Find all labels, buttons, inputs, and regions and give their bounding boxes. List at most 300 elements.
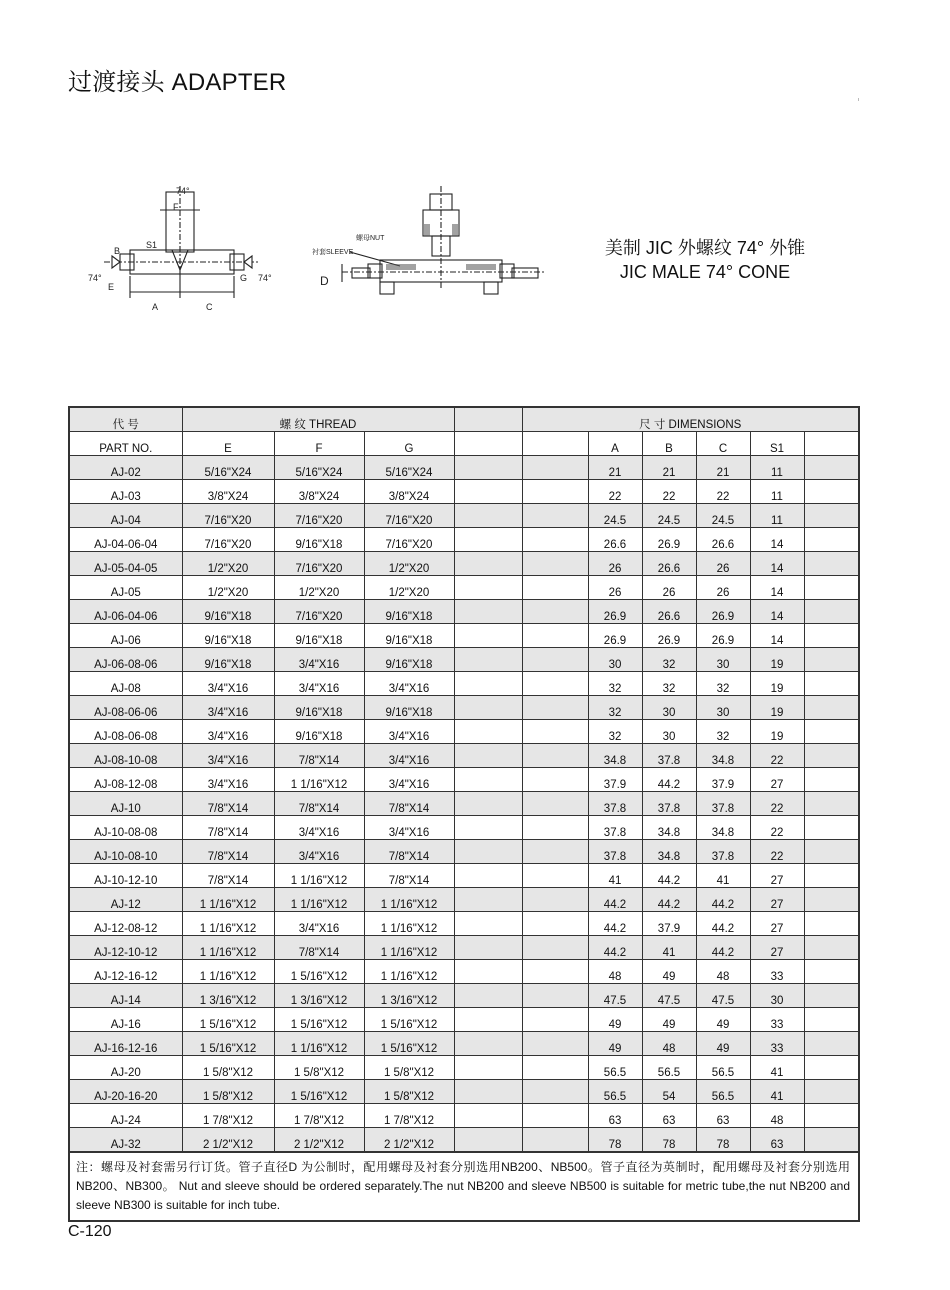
header-f: F (274, 432, 364, 456)
cell-blank (454, 744, 522, 768)
cell-e: 9/16"X18 (182, 600, 274, 624)
cell-blank (522, 816, 588, 840)
cell-blank (522, 1128, 588, 1152)
label-f: F (173, 202, 179, 212)
cell-blank (804, 1104, 858, 1128)
cell-s1: 33 (750, 1008, 804, 1032)
cell-s1: 19 (750, 648, 804, 672)
cell-s1: 41 (750, 1080, 804, 1104)
subtitle-en: JIC MALE 74° CONE (619, 262, 791, 282)
cell-blank (522, 984, 588, 1008)
cell-a: 26 (588, 552, 642, 576)
cell-blank (454, 456, 522, 480)
cell-f: 9/16"X18 (274, 720, 364, 744)
cell-b: 56.5 (642, 1056, 696, 1080)
cell-a: 47.5 (588, 984, 642, 1008)
cell-f: 1 5/16"X12 (274, 960, 364, 984)
cell-g: 7/8"X14 (364, 864, 454, 888)
table-row (70, 504, 858, 528)
cell-g: 1/2"X20 (364, 552, 454, 576)
label-angle-right: 74° (258, 273, 272, 283)
header-a: A (588, 432, 642, 456)
cell-f: 2 1/2"X12 (274, 1128, 364, 1152)
cell-s1: 48 (750, 1104, 804, 1128)
table-row (70, 1080, 858, 1104)
cell-blank (522, 552, 588, 576)
cell-blank (522, 960, 588, 984)
cell-blank (804, 504, 858, 528)
table-row (70, 1128, 858, 1152)
cell-blank (454, 480, 522, 504)
cell-s1: 14 (750, 624, 804, 648)
cell-a: 37.8 (588, 792, 642, 816)
cell-s1: 22 (750, 840, 804, 864)
table-row (70, 936, 858, 960)
cell-a: 34.8 (588, 744, 642, 768)
cell-blank (454, 672, 522, 696)
cell-part-no: AJ-12-16-12 (70, 960, 182, 984)
cell-blank (522, 456, 588, 480)
cell-blank (804, 1056, 858, 1080)
cell-part-no: AJ-02 (70, 456, 182, 480)
header-c: C (696, 432, 750, 456)
cell-f: 1 1/16"X12 (274, 768, 364, 792)
cell-blank (522, 888, 588, 912)
cell-e: 9/16"X18 (182, 624, 274, 648)
cell-b: 47.5 (642, 984, 696, 1008)
table-row (70, 864, 858, 888)
label-a: A (152, 302, 159, 312)
cell-b: 44.2 (642, 864, 696, 888)
table-row (70, 1104, 858, 1128)
cell-a: 32 (588, 696, 642, 720)
cell-f: 3/4"X16 (274, 672, 364, 696)
cell-f: 7/16"X20 (274, 600, 364, 624)
cell-g: 2 1/2"X12 (364, 1128, 454, 1152)
technical-drawing (80, 180, 560, 320)
cell-b: 34.8 (642, 816, 696, 840)
cell-e: 3/4"X16 (182, 696, 274, 720)
cell-e: 3/4"X16 (182, 744, 274, 768)
table-row (70, 552, 858, 576)
cell-blank (804, 576, 858, 600)
cell-part-no: AJ-10-08-10 (70, 840, 182, 864)
cell-g: 3/8"X24 (364, 480, 454, 504)
cell-s1: 14 (750, 600, 804, 624)
header-b: B (642, 432, 696, 456)
cell-g: 7/8"X14 (364, 792, 454, 816)
cell-g: 9/16"X18 (364, 696, 454, 720)
cell-blank (804, 912, 858, 936)
cell-part-no: AJ-14 (70, 984, 182, 1008)
cell-part-no: AJ-06-04-06 (70, 600, 182, 624)
cell-blank (804, 840, 858, 864)
cell-e: 3/8"X24 (182, 480, 274, 504)
cell-f: 1/2"X20 (274, 576, 364, 600)
table-row (70, 600, 858, 624)
cell-blank (454, 792, 522, 816)
cell-blank (454, 1104, 522, 1128)
cell-blank (522, 1104, 588, 1128)
cell-a: 32 (588, 720, 642, 744)
cell-blank (804, 648, 858, 672)
cell-part-no: AJ-20 (70, 1056, 182, 1080)
cell-s1: 30 (750, 984, 804, 1008)
cell-f: 7/16"X20 (274, 504, 364, 528)
header-thread: 螺 纹 THREAD (182, 408, 454, 432)
cell-e: 1/2"X20 (182, 576, 274, 600)
cell-b: 26.9 (642, 624, 696, 648)
cell-b: 37.8 (642, 744, 696, 768)
cell-f: 1 5/8"X12 (274, 1056, 364, 1080)
cell-c: 34.8 (696, 744, 750, 768)
cell-c: 48 (696, 960, 750, 984)
cell-g: 1 1/16"X12 (364, 912, 454, 936)
cell-e: 1 3/16"X12 (182, 984, 274, 1008)
cell-blank (454, 720, 522, 744)
cell-blank (804, 600, 858, 624)
cell-part-no: AJ-05 (70, 576, 182, 600)
cell-blank (804, 720, 858, 744)
cell-blank (522, 696, 588, 720)
cell-f: 1 7/8"X12 (274, 1104, 364, 1128)
cell-a: 48 (588, 960, 642, 984)
cell-blank (522, 504, 588, 528)
cell-c: 26.6 (696, 528, 750, 552)
subheader-row (70, 432, 858, 456)
cell-c: 49 (696, 1008, 750, 1032)
cell-s1: 27 (750, 864, 804, 888)
cell-c: 37.8 (696, 792, 750, 816)
header-s1: S1 (750, 432, 804, 456)
cell-e: 9/16"X18 (182, 648, 274, 672)
cell-blank (522, 648, 588, 672)
cell-blank (804, 624, 858, 648)
cell-blank (804, 816, 858, 840)
table-row (70, 456, 858, 480)
cell-part-no: AJ-12-08-12 (70, 912, 182, 936)
header-blank (454, 408, 522, 432)
cell-f: 7/8"X14 (274, 744, 364, 768)
cell-e: 3/4"X16 (182, 768, 274, 792)
cell-b: 21 (642, 456, 696, 480)
cell-blank (454, 552, 522, 576)
cell-c: 26.9 (696, 624, 750, 648)
cell-blank (804, 456, 858, 480)
cell-a: 32 (588, 672, 642, 696)
cell-e: 5/16"X24 (182, 456, 274, 480)
cell-f: 3/4"X16 (274, 840, 364, 864)
cell-b: 26.6 (642, 600, 696, 624)
label-b: B (114, 246, 121, 256)
cell-s1: 33 (750, 1032, 804, 1056)
cell-e: 1 5/16"X12 (182, 1008, 274, 1032)
cell-blank (454, 528, 522, 552)
cell-f: 3/4"X16 (274, 648, 364, 672)
cell-b: 48 (642, 1032, 696, 1056)
cell-f: 3/4"X16 (274, 912, 364, 936)
cell-a: 49 (588, 1008, 642, 1032)
cell-blank (804, 936, 858, 960)
cell-b: 26.6 (642, 552, 696, 576)
cell-blank (522, 864, 588, 888)
cell-f: 7/8"X14 (274, 792, 364, 816)
cell-g: 1 5/8"X12 (364, 1080, 454, 1104)
cell-s1: 14 (750, 576, 804, 600)
cell-b: 44.2 (642, 768, 696, 792)
cell-f: 3/4"X16 (274, 816, 364, 840)
cell-a: 26.9 (588, 624, 642, 648)
cell-e: 1 5/8"X12 (182, 1056, 274, 1080)
cell-part-no: AJ-10 (70, 792, 182, 816)
cell-e: 1/2"X20 (182, 552, 274, 576)
cell-blank (454, 1008, 522, 1032)
cell-e: 1 5/16"X12 (182, 1032, 274, 1056)
cell-c: 44.2 (696, 936, 750, 960)
cell-c: 21 (696, 456, 750, 480)
cell-g: 3/4"X16 (364, 672, 454, 696)
cell-f: 1 1/16"X12 (274, 888, 364, 912)
cell-blank (454, 624, 522, 648)
cell-a: 44.2 (588, 912, 642, 936)
cell-a: 21 (588, 456, 642, 480)
label-d: D (320, 274, 329, 288)
cell-blank (454, 960, 522, 984)
cell-blank (522, 768, 588, 792)
cell-blank (454, 840, 522, 864)
cell-part-no: AJ-08-06-06 (70, 696, 182, 720)
cell-s1: 27 (750, 912, 804, 936)
cell-g: 9/16"X18 (364, 648, 454, 672)
cell-blank (804, 768, 858, 792)
cell-c: 78 (696, 1128, 750, 1152)
cell-f: 1 1/16"X12 (274, 1032, 364, 1056)
cell-a: 30 (588, 648, 642, 672)
table-row (70, 696, 858, 720)
cell-blank (804, 1032, 858, 1056)
table-row (70, 768, 858, 792)
cell-part-no: AJ-04-06-04 (70, 528, 182, 552)
order-note: 注：螺母及衬套需另行订货。管子直径D 为公制时，配用螺母及衬套分别选用NB200、NB500。管子直径为英制时，配用螺母及衬套分别选用NB200、NB300。 Nut and sleeve should be ordered separately.The nut NB200 and sleeve NB500 is suitable for metric tube,the nut NB200 and sleeve NB300 is suitable for inch tube. (70, 1152, 858, 1220)
label-e: E (108, 282, 115, 292)
cell-e: 1 1/16"X12 (182, 912, 274, 936)
cell-f: 7/16"X20 (274, 552, 364, 576)
cell-s1: 11 (750, 504, 804, 528)
cell-c: 32 (696, 720, 750, 744)
cell-part-no: AJ-06-08-06 (70, 648, 182, 672)
cell-part-no: AJ-03 (70, 480, 182, 504)
cell-e: 7/8"X14 (182, 792, 274, 816)
table-row (70, 1056, 858, 1080)
cell-part-no: AJ-12-10-12 (70, 936, 182, 960)
cell-a: 22 (588, 480, 642, 504)
cell-e: 7/16"X20 (182, 528, 274, 552)
cell-part-no: AJ-16-12-16 (70, 1032, 182, 1056)
cell-e: 7/8"X14 (182, 864, 274, 888)
cell-c: 26.9 (696, 600, 750, 624)
cell-c: 44.2 (696, 912, 750, 936)
cell-part-no: AJ-16 (70, 1008, 182, 1032)
cell-s1: 27 (750, 768, 804, 792)
cell-blank (522, 744, 588, 768)
label-angle-top: 74° (176, 186, 190, 196)
cell-part-no: AJ-08-06-08 (70, 720, 182, 744)
table-row (70, 672, 858, 696)
cell-blank (804, 960, 858, 984)
cell-g: 3/4"X16 (364, 768, 454, 792)
header-blank (522, 432, 588, 456)
cell-b: 78 (642, 1128, 696, 1152)
cell-g: 7/16"X20 (364, 528, 454, 552)
cell-blank (522, 720, 588, 744)
cell-part-no: AJ-06 (70, 624, 182, 648)
scan-speck (858, 98, 859, 101)
cell-part-no: AJ-12 (70, 888, 182, 912)
cell-a: 49 (588, 1032, 642, 1056)
cell-a: 26.9 (588, 600, 642, 624)
cell-a: 63 (588, 1104, 642, 1128)
cell-blank (804, 1080, 858, 1104)
cell-g: 1 5/16"X12 (364, 1032, 454, 1056)
table-row (70, 528, 858, 552)
cell-blank (454, 864, 522, 888)
cell-g: 1 1/16"X12 (364, 888, 454, 912)
page-number: C-120 (68, 1223, 112, 1240)
table-row (70, 816, 858, 840)
cell-a: 78 (588, 1128, 642, 1152)
cell-b: 37.8 (642, 792, 696, 816)
cell-c: 30 (696, 696, 750, 720)
cell-c: 26 (696, 552, 750, 576)
table-row (70, 960, 858, 984)
cell-f: 9/16"X18 (274, 528, 364, 552)
cell-c: 22 (696, 480, 750, 504)
cell-f: 1 5/16"X12 (274, 1080, 364, 1104)
cell-c: 41 (696, 864, 750, 888)
cell-s1: 63 (750, 1128, 804, 1152)
cell-e: 1 7/8"X12 (182, 1104, 274, 1128)
table-row (70, 1032, 858, 1056)
cell-part-no: AJ-04 (70, 504, 182, 528)
header-row (70, 408, 858, 432)
cell-s1: 27 (750, 936, 804, 960)
cell-blank (804, 696, 858, 720)
cell-e: 1 5/8"X12 (182, 1080, 274, 1104)
cell-g: 3/4"X16 (364, 744, 454, 768)
cell-blank (454, 912, 522, 936)
table-row (70, 648, 858, 672)
cell-blank (804, 480, 858, 504)
cell-blank (522, 840, 588, 864)
cell-c: 56.5 (696, 1056, 750, 1080)
cell-a: 56.5 (588, 1080, 642, 1104)
label-s1: S1 (146, 240, 158, 250)
cell-blank (454, 1032, 522, 1056)
cell-a: 26.6 (588, 528, 642, 552)
cell-part-no: AJ-08-12-08 (70, 768, 182, 792)
tee-adapter-drawing (104, 186, 260, 298)
cell-b: 30 (642, 720, 696, 744)
cell-c: 63 (696, 1104, 750, 1128)
cell-c: 37.8 (696, 840, 750, 864)
label-angle-left: 74° (88, 273, 102, 283)
table-row (70, 744, 858, 768)
cell-g: 1 7/8"X12 (364, 1104, 454, 1128)
cell-blank (804, 528, 858, 552)
cell-a: 24.5 (588, 504, 642, 528)
cell-c: 32 (696, 672, 750, 696)
cell-b: 24.5 (642, 504, 696, 528)
cell-s1: 41 (750, 1056, 804, 1080)
table-row (70, 576, 858, 600)
cell-b: 34.8 (642, 840, 696, 864)
cell-blank (522, 672, 588, 696)
cell-b: 26.9 (642, 528, 696, 552)
cell-b: 44.2 (642, 888, 696, 912)
cell-blank (454, 696, 522, 720)
header-part-en: PART NO. (70, 432, 182, 456)
cell-s1: 22 (750, 816, 804, 840)
cell-a: 41 (588, 864, 642, 888)
header-e: E (182, 432, 274, 456)
cell-blank (454, 648, 522, 672)
cell-blank (454, 816, 522, 840)
cell-blank (454, 984, 522, 1008)
table-row (70, 624, 858, 648)
cell-g: 9/16"X18 (364, 600, 454, 624)
page-title: 过渡接头 ADAPTER (68, 69, 287, 96)
cell-c: 34.8 (696, 816, 750, 840)
cell-b: 32 (642, 648, 696, 672)
cell-blank (522, 792, 588, 816)
cell-blank (454, 1128, 522, 1152)
cell-c: 49 (696, 1032, 750, 1056)
cell-blank (522, 936, 588, 960)
cell-b: 30 (642, 696, 696, 720)
cell-blank (454, 1056, 522, 1080)
cell-a: 44.2 (588, 888, 642, 912)
cell-blank (454, 504, 522, 528)
cell-blank (454, 936, 522, 960)
table-row (70, 840, 858, 864)
cell-s1: 11 (750, 480, 804, 504)
header-blank (804, 432, 858, 456)
label-c: C (206, 302, 213, 312)
cell-b: 32 (642, 672, 696, 696)
subtitle-cn: 美制 JIC 外螺纹 74° 外锥 (604, 238, 806, 258)
header-blank (454, 432, 522, 456)
cell-f: 9/16"X18 (274, 624, 364, 648)
cell-c: 56.5 (696, 1080, 750, 1104)
cell-f: 9/16"X18 (274, 696, 364, 720)
cell-b: 22 (642, 480, 696, 504)
cell-blank (454, 1080, 522, 1104)
cell-a: 44.2 (588, 936, 642, 960)
cell-s1: 22 (750, 744, 804, 768)
cell-blank (522, 1032, 588, 1056)
table-row (70, 720, 858, 744)
cell-blank (522, 624, 588, 648)
cell-a: 56.5 (588, 1056, 642, 1080)
cell-c: 24.5 (696, 504, 750, 528)
cell-f: 3/8"X24 (274, 480, 364, 504)
cell-part-no: AJ-32 (70, 1128, 182, 1152)
label-sleeve: 衬套SLEEVE (312, 249, 354, 256)
cell-blank (454, 888, 522, 912)
cell-a: 37.8 (588, 816, 642, 840)
cell-part-no: AJ-24 (70, 1104, 182, 1128)
cell-blank (804, 1008, 858, 1032)
